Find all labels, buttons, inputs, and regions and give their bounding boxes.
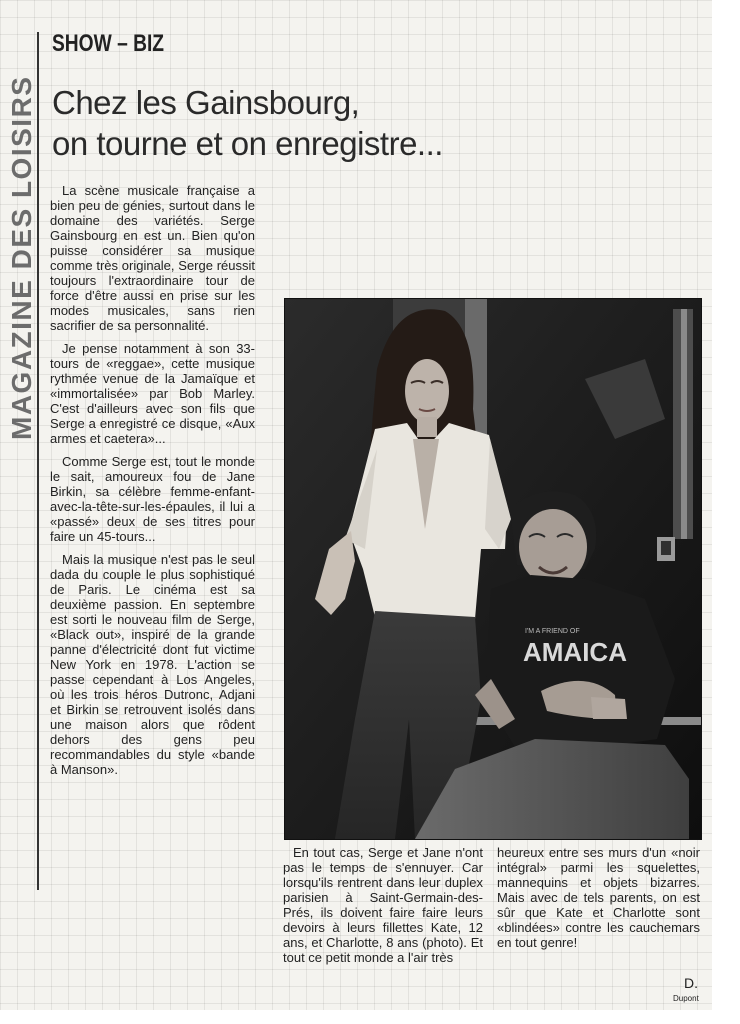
paper-edge-right [712, 0, 740, 1024]
vertical-rule [37, 32, 39, 890]
article-column-mid: En tout cas, Serge et Jane n'ont pas le temps de s'ennuyer. Car lorsqu'ils rentrent dans leur duplex parisien à Saint-Germain-des-Prés, ils doivent faire faire leurs devoirs à leurs fillettes Kate, 12 ans, et Charlotte, 8 ans (photo). Et tout ce petit monde a l'air très [283, 845, 483, 965]
article-column-left [50, 183, 255, 785]
photo-illustration [285, 299, 701, 839]
shirt-print-small: I'M A FRIEND OF [525, 628, 580, 635]
paper-edge-bottom [0, 1010, 740, 1024]
headline-line-2: on tourne et on enregistre... [52, 125, 443, 162]
author-name: Dupont [673, 994, 699, 1003]
article-headline [52, 82, 532, 164]
article-photo [284, 298, 702, 840]
magazine-side-label: MAGAZINE DES LOISIRS [6, 75, 37, 440]
paragraph-4: Mais la musique n'est pas le seul dada du couple le plus sophistiqué de Paris. Le cinéma est sa deuxième passion. En septembre est sorti le nouveau film de Serge, «Black out», inspiré de la grande panne d'électricité dont fut victime New York en 1978. L'action se passe cependant à Los Angeles, où les trois héros Dutronc, Adjani et Birkin se retrouvent isolés dans une maison alors que rôdent dehors des gens peu recommandables du style «bande à Manson». [50, 552, 255, 777]
shirt-print: AMAICA [523, 637, 627, 667]
paragraph-2: Je pense notamment à son 33-tours de «reggae», cette musique rythmée venue de la Jamaïque et «immortalisée» par Bob Marley. C'est d'ailleurs avec son fils que Serge a enregistré ce disque, «Aux armes et caetera»... [50, 341, 255, 446]
paragraph-3: Comme Serge est, tout le monde le sait, amoureux fou de Jane Birkin, sa célèbre femme-enfant-avec-la-tête-sur-les-épaules, il lui a «passé» deux de ses titres pour faire un 45-tours... [50, 454, 255, 544]
section-label: SHOW – BIZ [52, 30, 165, 57]
paragraph-1: La scène musicale française a bien peu de génies, surtout dans le domaine des variétés. Serge Gainsbourg en est un. Bien qu'on puisse considérer sa musique comme très originale, Serge réussit toujours l'extraordinaire tour de force d'être aussi en prise sur les modes musicales, sans rien sacrifier de sa personnalité. [50, 183, 255, 333]
article-column-right: heureux entre ses murs d'un «noir intégral» parmi les squelettes, mannequins et objets bizarres. Mais avec de tels parents, on est sûr que Kate et Charlotte sont «blindées» contre les cauchemars en tout genre! [497, 845, 700, 950]
headline-line-1: Chez les Gainsbourg, [52, 84, 360, 121]
author-initial: D. [684, 975, 698, 991]
